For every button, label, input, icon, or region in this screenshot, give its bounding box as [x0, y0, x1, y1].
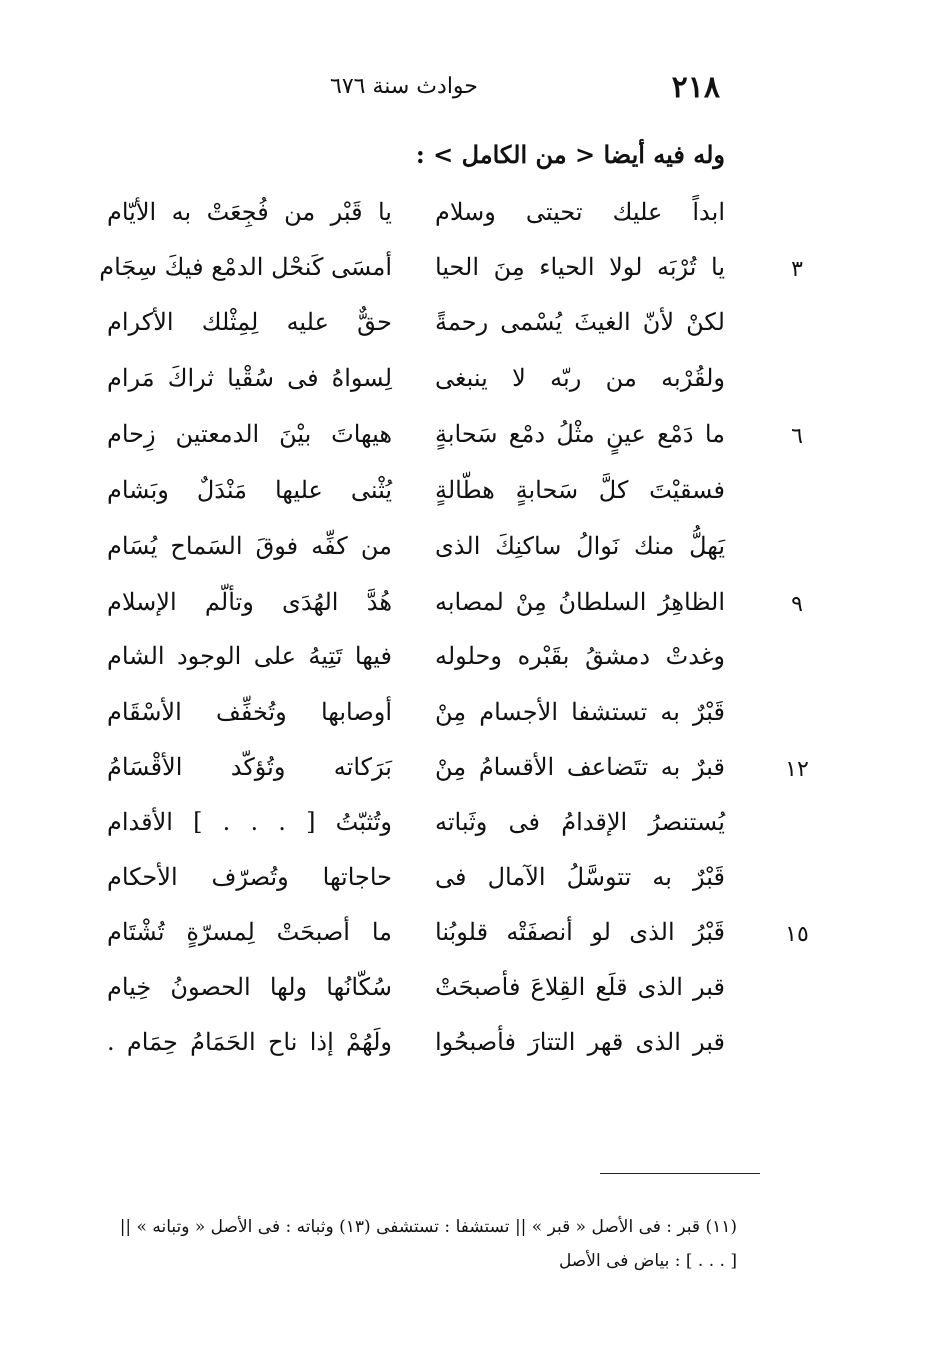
first-hemistich: لكنْ لأنّ الغيثَ يُسْمى رحمةً: [435, 308, 725, 336]
first-hemistich: قبر الذى قلَع القِلاعَ فأصبحَتْ: [435, 973, 725, 1001]
verse: [0, 526, 937, 574]
second-hemistich: ولَهُمْ إذا ناح الحَمَامُ حِمَام .: [107, 1028, 392, 1056]
second-hemistich: حقٌّ عليه لِمِثْلك الأكرام: [107, 308, 392, 336]
verse-number: ٩: [791, 592, 803, 617]
first-hemistich: يُستنصرُ الإقدامُ فى وثَباته: [435, 808, 725, 836]
first-hemistich: يَهلُّ منك نَوالُ ساكنِكَ الذى: [435, 532, 725, 560]
second-hemistich: حاجاتها وتُصرّف الأحكام: [107, 863, 392, 891]
verse: [0, 636, 937, 684]
second-hemistich: أوصابها وتُخفِّف الأسْقَام: [107, 698, 392, 726]
verse-number: ١٢: [785, 757, 809, 782]
first-hemistich: قَبْرُ الذى لو أنصفَتْه قلوبُنا: [435, 918, 725, 946]
first-hemistich: ولقُرْبه من ربّه لا ينبغى: [435, 364, 725, 392]
verse: [0, 692, 937, 740]
first-hemistich: وغدتْ دمشقُ بقَبْره وحلوله: [435, 642, 725, 670]
page-number: ٢١٨: [671, 70, 720, 105]
verse: [0, 747, 937, 795]
running-title: حوادث سنة ٦٧٦: [330, 74, 478, 99]
verse-number: ٣: [791, 257, 803, 282]
verse: [0, 967, 937, 1015]
first-hemistich: الظاهِرُ السلطانُ مِنْ لمصابه: [435, 588, 725, 616]
verse: [0, 802, 937, 850]
verse-number: ١٥: [785, 922, 809, 947]
first-hemistich: قبر الذى قهر التتارَ فأصبحُوا: [435, 1028, 725, 1056]
first-hemistich: قَبْرٌ به تستشفا الأجسام مِنْ: [435, 698, 725, 726]
poem-intro: وله فيه أيضا < من الكامل > :: [415, 140, 725, 169]
first-hemistich: يا تُرْبَه لولا الحياء مِنَ الحيا: [435, 253, 725, 281]
second-hemistich: لِسواهُ فى سُقْيا ثراكَ مَرام: [107, 364, 392, 392]
second-hemistich: هُدَّ الهُدَى وتألّم الإسلام: [107, 588, 392, 616]
footnotes: [97, 1210, 737, 1278]
verse: [0, 582, 937, 630]
verse: [0, 1022, 937, 1070]
second-hemistich: أمسَى كَنحْل الدمْع فيكَ سِجَام: [99, 253, 392, 281]
verse: [0, 414, 937, 462]
verse: [0, 302, 937, 350]
page-header: [100, 70, 720, 110]
second-hemistich: فيها تَتِيهُ على الوجود الشام: [107, 642, 392, 670]
footnote-line: [ . . . ] : بياض فى الأصل: [558, 1251, 737, 1271]
footnote-line: (١١) قبر : فى الأصل « قبر » || تستشفا : تستشفى (١٣) وثباته : فى الأصل « وتبانه » ||: [119, 1217, 737, 1237]
first-hemistich: قَبْرٌ به تتوسَّلُ الآمال فى: [435, 863, 725, 891]
second-hemistich: من كفِّه فوقَ السَماح يُسَام: [107, 532, 392, 560]
verse: [0, 247, 937, 295]
second-hemistich: يا قَبْر من فُجِعَتْ به الأيّام: [107, 198, 392, 226]
second-hemistich: ما أصبحَتْ لِمسرّةٍ تُشْتَام: [107, 918, 392, 946]
first-hemistich: ابداً عليك تحيتى وسلام: [435, 198, 725, 226]
first-hemistich: قبرٌ به تتَضاعف الأقسامُ مِنْ: [435, 753, 725, 781]
footnote-divider: [600, 1173, 760, 1174]
second-hemistich: وتُثبّتُ [ . . . ] الأقدام: [107, 808, 392, 836]
first-hemistich: فسقيْتَ كلَّ سَحابةٍ هطّالةٍ: [435, 476, 725, 504]
verse-number: ٦: [791, 424, 803, 449]
verse: [0, 912, 937, 960]
second-hemistich: هيهاتَ بيْنَ الدمعتين زِحام: [107, 420, 392, 448]
first-hemistich: ما دَمْع عينٍ مثْلُ دمْع سَحابةٍ: [435, 420, 725, 448]
second-hemistich: بَرَكاته وتُؤكّد الأقْسَامُ: [107, 753, 392, 781]
second-hemistich: سُكّانُها ولها الحصونُ خِيام: [107, 973, 392, 1001]
verse: [0, 857, 937, 905]
verse: [0, 470, 937, 518]
verse: [0, 358, 937, 406]
verse: [0, 192, 937, 240]
second-hemistich: يُثْنى عليها مَنْدَلٌ وبَشام: [107, 476, 392, 504]
